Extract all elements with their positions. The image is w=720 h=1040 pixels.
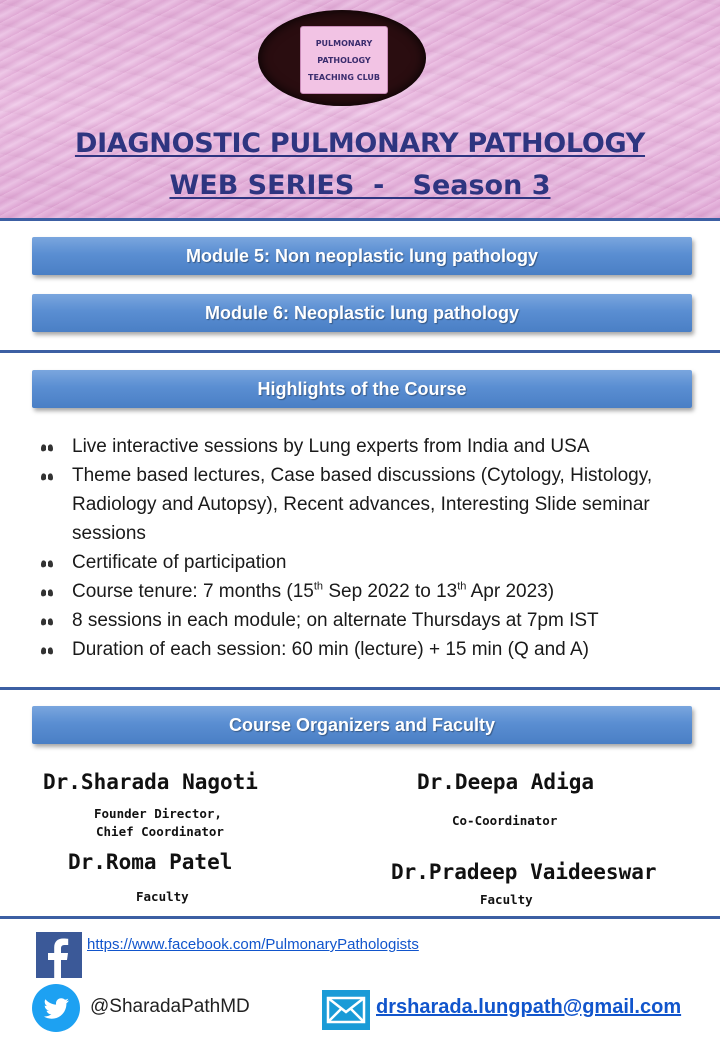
faculty-role-roma: Faculty bbox=[136, 889, 189, 904]
faculty-role-deepa: Co-Coordinator bbox=[452, 813, 558, 828]
twitter-icon[interactable] bbox=[32, 984, 80, 1032]
faculty-role-sharada-2: Chief Coordinator bbox=[96, 824, 224, 839]
list-item bbox=[40, 432, 712, 461]
faculty-heading: Course Organizers and Faculty bbox=[32, 706, 692, 744]
lungs-bullet-icon bbox=[40, 441, 54, 453]
tenure-sup-2: th bbox=[457, 580, 467, 593]
lungs-bullet-icon bbox=[40, 557, 54, 569]
list-item bbox=[40, 461, 712, 548]
facebook-link[interactable]: https://www.facebook.com/PulmonaryPathologists bbox=[87, 936, 419, 953]
highlight-text: Certificate of participation bbox=[72, 552, 287, 573]
faculty-name-sharada: Dr.Sharada Nagoti bbox=[43, 770, 258, 794]
envelope-glyph bbox=[322, 990, 370, 1030]
logo-line-2: PATHOLOGY bbox=[317, 56, 371, 65]
divider-4 bbox=[0, 916, 720, 919]
list-item bbox=[40, 577, 712, 606]
tenure-part-c: Apr 2023) bbox=[466, 581, 555, 602]
highlight-text: Duration of each session: 60 min (lecture) + 15 min (Q and A) bbox=[72, 639, 589, 660]
faculty-role-pradeep: Faculty bbox=[480, 892, 533, 907]
divider-1 bbox=[0, 218, 720, 221]
lungs-bullet-icon bbox=[40, 615, 54, 627]
list-item bbox=[40, 548, 712, 577]
tenure-part-a: Course tenure: 7 months (15 bbox=[72, 581, 314, 602]
highlight-text bbox=[72, 581, 554, 602]
logo-plate bbox=[300, 26, 388, 94]
twitter-bird-glyph bbox=[32, 984, 80, 1032]
highlight-text: Theme based lectures, Case based discussions (Cytology, Histology, Radiology and Autopsy), Recent advances, Interesting Slide seminar sessions bbox=[72, 465, 653, 544]
club-logo bbox=[258, 10, 426, 106]
module-5-bar: Module 5: Non neoplastic lung pathology bbox=[32, 237, 692, 275]
facebook-icon[interactable] bbox=[36, 932, 82, 978]
logo-text bbox=[301, 35, 387, 86]
lungs-bullet-icon bbox=[40, 644, 54, 656]
header-banner bbox=[0, 0, 720, 218]
tenure-part-b: Sep 2022 to 13 bbox=[323, 581, 458, 602]
module-6-bar: Module 6: Neoplastic lung pathology bbox=[32, 294, 692, 332]
highlight-text: 8 sessions in each module; on alternate Thursdays at 7pm IST bbox=[72, 610, 599, 631]
highlights-list bbox=[40, 432, 712, 664]
logo-line-3: TEACHING CLUB bbox=[308, 73, 380, 82]
logo-line-1: PULMONARY bbox=[315, 39, 373, 48]
highlights-heading: Highlights of the Course bbox=[32, 370, 692, 408]
faculty-name-deepa: Dr.Deepa Adiga bbox=[417, 770, 595, 794]
list-item bbox=[40, 635, 712, 664]
lungs-bullet-icon bbox=[40, 470, 54, 482]
lungs-bullet-icon bbox=[40, 586, 54, 598]
email-link[interactable]: drsharada.lungpath@gmail.com bbox=[376, 996, 682, 1018]
divider-3 bbox=[0, 687, 720, 690]
list-item bbox=[40, 606, 712, 635]
tenure-sup-1: th bbox=[313, 580, 324, 593]
facebook-glyph bbox=[36, 932, 82, 978]
twitter-handle[interactable]: @SharadaPathMD bbox=[90, 996, 250, 1017]
faculty-name-roma: Dr.Roma Patel bbox=[68, 850, 233, 874]
email-icon[interactable] bbox=[322, 990, 370, 1030]
faculty-role-sharada-1: Founder Director, bbox=[94, 806, 222, 821]
page-title-line-1: DIAGNOSTIC PULMONARY PATHOLOGY bbox=[74, 128, 646, 159]
page-title-line-2: WEB SERIES - Season 3 bbox=[169, 170, 551, 201]
divider-2 bbox=[0, 350, 720, 353]
highlight-text: Live interactive sessions by Lung experts from India and USA bbox=[72, 436, 590, 457]
faculty-name-pradeep: Dr.Pradeep Vaideeswar bbox=[391, 860, 657, 884]
